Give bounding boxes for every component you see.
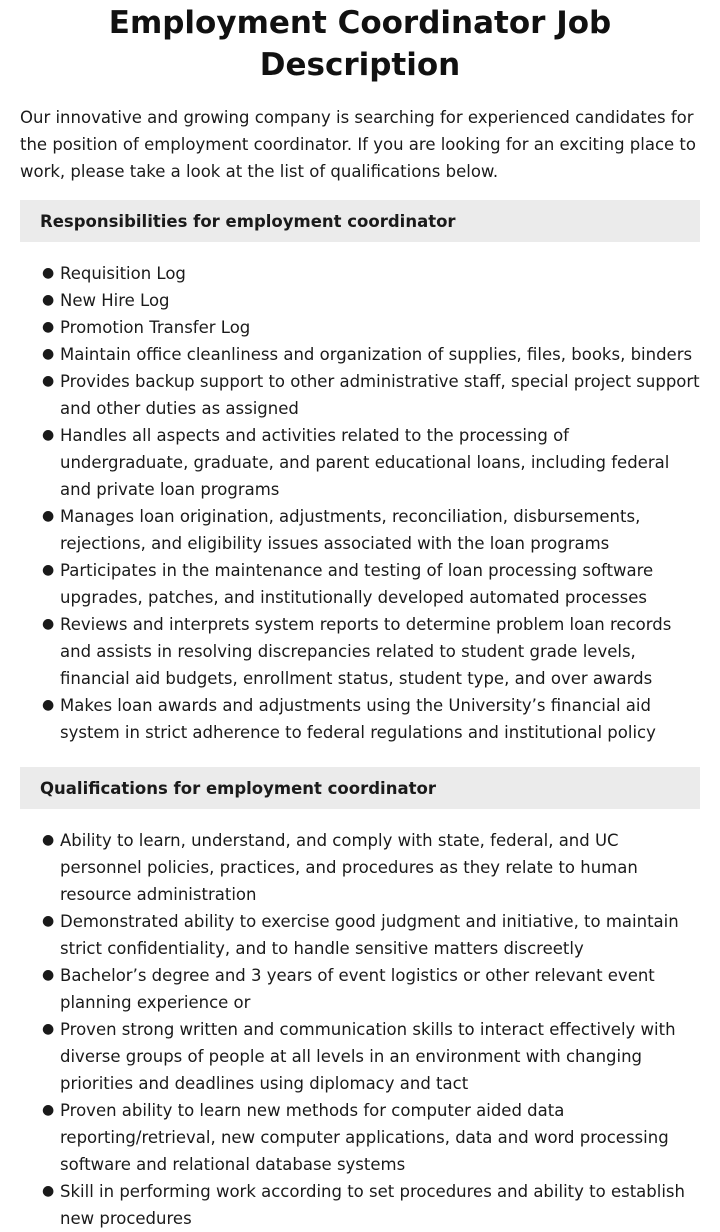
list-item-text: Requisition Log <box>60 264 186 283</box>
page-title: Employment Coordinator Job Description <box>108 5 612 83</box>
list-item-text: Handles all aspects and activities related to the processing of undergraduate, graduate, and parent educational loans, including federal and private loan programs <box>60 426 670 499</box>
list-item-text: Ability to learn, understand, and comply with state, federal, and UC personnel policies, practices, and procedures as they relate to human resource administration <box>60 831 638 904</box>
qualifications-heading: Qualifications for employment coordinator <box>20 767 700 809</box>
bullet-icon: ● <box>42 967 55 983</box>
bullet-icon: ● <box>42 346 55 362</box>
list-item <box>42 503 700 557</box>
intro-paragraph: Our innovative and growing company is searching for experienced candidates for the position of employment coordinator. If you are looking for an exciting place to work, please take a look at the list of qualifications below. <box>20 108 696 181</box>
list-item <box>42 827 700 908</box>
bullet-icon: ● <box>42 616 55 632</box>
bullet-icon: ● <box>42 697 55 713</box>
list-item-text: Participates in the maintenance and testing of loan processing software upgrades, patches, and institutionally developed automated processes <box>60 561 654 607</box>
bullet-icon: ● <box>42 1183 55 1199</box>
bullet-icon: ● <box>42 292 55 308</box>
list-item <box>42 368 700 422</box>
bullet-icon: ● <box>42 508 55 524</box>
list-item-text: Bachelor’s degree and 3 years of event logistics or other relevant event planning experience or <box>60 966 655 1012</box>
list-item <box>42 1097 700 1178</box>
bullet-icon: ● <box>42 319 55 335</box>
responsibilities-list <box>20 260 700 746</box>
list-item-text: Makes loan awards and adjustments using the University’s financial aid system in strict adherence to federal regulations and institutional policy <box>60 696 656 742</box>
list-item-text: Skill in performing work according to set procedures and ability to establish new procedures <box>60 1182 685 1228</box>
bullet-icon: ● <box>42 373 55 389</box>
bullet-icon: ● <box>42 832 55 848</box>
bullet-icon: ● <box>42 265 55 281</box>
list-item <box>42 1016 700 1097</box>
list-item <box>42 1178 700 1232</box>
list-item <box>42 692 700 746</box>
list-item <box>42 341 700 368</box>
list-item <box>42 287 700 314</box>
list-item <box>42 962 700 1016</box>
list-item-text: Provides backup support to other administrative staff, special project support and other duties as assigned <box>60 372 700 418</box>
responsibilities-heading: Responsibilities for employment coordinator <box>20 200 700 242</box>
bullet-icon: ● <box>42 913 55 929</box>
list-item-text: Proven strong written and communication skills to interact effectively with diverse groups of people at all levels in an environment with changing priorities and deadlines using diplomacy and tact <box>60 1020 676 1093</box>
list-item-text: Promotion Transfer Log <box>60 318 251 337</box>
list-item-text: Maintain office cleanliness and organization of supplies, files, books, binders <box>60 345 693 364</box>
list-item-text: Proven ability to learn new methods for computer aided data reporting/retrieval, new computer applications, data and word processing software and relational database systems <box>60 1101 669 1174</box>
list-item <box>42 260 700 287</box>
list-item-text: Demonstrated ability to exercise good judgment and initiative, to maintain strict confidentiality, and to handle sensitive matters discreetly <box>60 912 679 958</box>
list-item <box>42 422 700 503</box>
qualifications-list <box>20 827 700 1232</box>
list-item <box>42 557 700 611</box>
bullet-icon: ● <box>42 1102 55 1118</box>
list-item-text: Manages loan origination, adjustments, reconciliation, disbursements, rejections, and eligibility issues associated with the loan programs <box>60 507 641 553</box>
bullet-icon: ● <box>42 427 55 443</box>
list-item-text: New Hire Log <box>60 291 170 310</box>
list-item <box>42 908 700 962</box>
bullet-icon: ● <box>42 562 55 578</box>
list-item <box>42 314 700 341</box>
list-item-text: Reviews and interprets system reports to determine problem loan records and assists in resolving discrepancies related to student grade levels, financial aid budgets, enrollment status, student type, and over awards <box>60 615 672 688</box>
bullet-icon: ● <box>42 1021 55 1037</box>
list-item <box>42 611 700 692</box>
